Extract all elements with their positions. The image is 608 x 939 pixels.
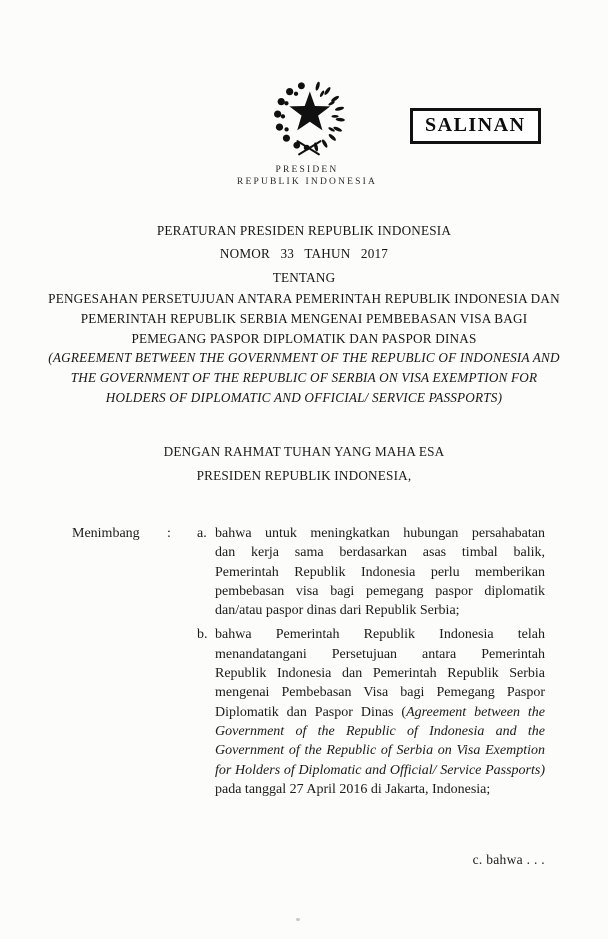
considering-colon: : (167, 526, 171, 541)
considering-item-a (197, 524, 545, 620)
item-marker: b. (197, 627, 208, 643)
subject-title-line: PEMERINTAH REPUBLIK SERBIA MENGENAI PEMBEBASAN VISA BAGI (80, 310, 528, 326)
item-marker: a. (197, 526, 207, 541)
letterhead-presiden: PRESIDEN (275, 165, 339, 175)
considering-item-b-text: bahwa Pemerintah Republik Indonesia telah menandatangani Persetujuan antara Pemerintah Republik Indonesia dan Pemerintah Republik Serbia mengenai Pembebasan Visa bagi Pemegang Paspor Diplomatik dan Paspor Dinas (Agreement between the Government of the Republic of Indonesia and the Government of the Republic of Serbia on Visa Exemption for Holders of Diplomatic and Official/ Service Passports) pada tanggal 27 April 2016 di Jakarta, Indonesia; (215, 627, 545, 797)
title-block (14, 221, 594, 408)
presidential-star-wreath-emblem-icon (266, 78, 352, 158)
subject-title-line: PEMEGANG PASPOR DIPLOMATIK DAN PASPOR DINAS (131, 330, 477, 346)
considering-item-a-text: bahwa untuk meningkatkan hubungan persahabatan dan kerja sama berdasarkan asas timbal balik, Pemerintah Republik Indonesia perlu memberikan pembebasan visa bagi pemegang paspor diplomatik dan/atau paspor dinas dari Republik Serbia; (215, 526, 545, 619)
considering-section (0, 524, 608, 804)
letterhead (6, 164, 608, 188)
regulation-title: PERATURAN PRESIDEN REPUBLIK INDONESIA (156, 223, 452, 238)
preamble (0, 440, 608, 488)
salinan-stamp (410, 108, 541, 144)
tentang-label: TENTANG (272, 270, 336, 285)
page-catchword: c. bahwa . . . (472, 852, 545, 867)
letterhead-republik-indonesia: REPUBLIK INDONESIA (236, 177, 378, 187)
salinan-label: SALINAN (425, 114, 526, 136)
preamble-president-line: PRESIDEN REPUBLIK INDONESIA, (196, 468, 412, 483)
subject-title-english-line: HOLDERS OF DIPLOMATIC AND OFFICIAL/ SERVICE PASSPORTS) (105, 389, 503, 405)
subject-title-english-line: (AGREEMENT BETWEEN THE GOVERNMENT OF THE REPUBLIC OF INDONESIA AND (48, 350, 560, 366)
subject-title-english-line: THE GOVERNMENT OF THE REPUBLIC OF SERBIA ON VISA EXEMPTION FOR (70, 370, 538, 386)
considering-item-b (197, 625, 545, 799)
preamble-grace-line: DENGAN RAHMAT TUHAN YANG MAHA ESA (163, 444, 445, 459)
considering-label: Menimbang (72, 526, 140, 541)
regulation-number: NOMOR 33 TAHUN 2017 (219, 246, 389, 261)
subject-title-line: PENGESAHAN PERSETUJUAN ANTARA PEMERINTAH REPUBLIK INDONESIA DAN (48, 291, 560, 306)
scan-speck (296, 918, 300, 921)
considering-items (197, 524, 545, 804)
